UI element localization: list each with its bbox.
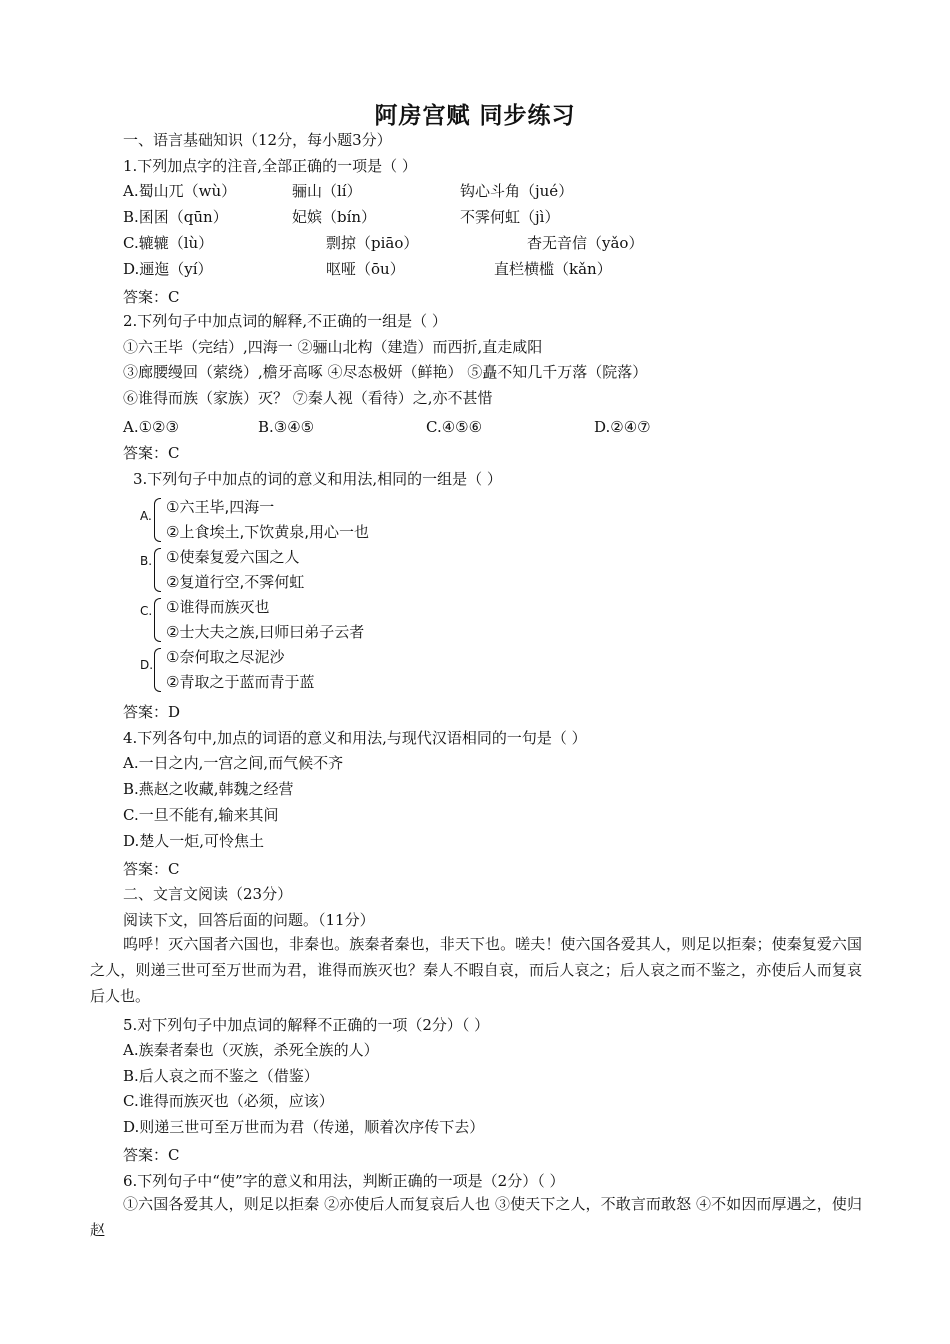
question-5-answer: 答案：C [123, 1146, 180, 1164]
q2-option-d: D.②④⑦ [594, 418, 651, 436]
question-1-stem: 1.下列加点字的注音,全部正确的一项是（ ） [123, 157, 417, 175]
section-heading-2: 二、文言文阅读（23分） [123, 885, 293, 903]
section-heading-1: 一、语言基础知识（12分，每小题3分） [123, 131, 392, 149]
q1-option-c-1: C.辘辘（lù） [123, 234, 214, 252]
q4-option-b: B.燕赵之收藏,韩魏之经营 [123, 780, 294, 798]
q3-option-b-sentence-1: ①使秦复爱六国之人 [166, 548, 300, 566]
q1-option-d-3: 直栏横槛（kǎn） [494, 260, 612, 278]
question-5-stem: 5.对下列句子中加点词的解释不正确的一项（2分）（ ） [123, 1016, 490, 1034]
q3-option-b-sentence-2: ②复道行空,不霁何虹 [166, 573, 305, 591]
q4-option-c: C.一旦不能有,输来其间 [123, 806, 279, 824]
q3-option-a-sentence-1: ①六王毕,四海一 [166, 498, 275, 516]
q3-option-d-sentence-1: ①奈何取之尽泥沙 [166, 648, 285, 666]
q5-option-a: A.族秦者秦也（灭族，杀死全族的人） [123, 1041, 379, 1059]
q1-option-b-2: 妃嫔（bín） [292, 208, 377, 226]
q2-line-2: ③廊腰缦回（萦绕）,檐牙高啄 ④尽态极妍（鲜艳） ⑤矗不知几千万落（院落） [123, 363, 648, 381]
q4-option-d: D.楚人一炬,可怜焦土 [123, 832, 265, 850]
q2-option-b: B.③④⑤ [258, 418, 315, 436]
q3-option-c-sentence-2: ②士大夫之族,曰师曰弟子云者 [166, 623, 365, 641]
q1-option-b-3: 不霁何虹（jì） [460, 208, 560, 226]
q3-option-d-letter: D. [140, 658, 154, 672]
reading-instruction: 阅读下文，回答后面的问题。（11分） [123, 911, 375, 929]
q3-option-d-sentence-2: ②青取之于蓝而青于蓝 [166, 673, 315, 691]
question-4-stem: 4.下列各句中,加点的词语的意义和用法,与现代汉语相同的一句是（ ） [123, 729, 587, 747]
q1-option-c-2: 剽掠（piāo） [326, 234, 419, 252]
q2-option-a: A.①②③ [123, 418, 179, 436]
document-title: 阿房宫赋 同步练习 [374, 102, 576, 129]
q3-option-a-letter: A. [140, 509, 152, 523]
question-2-stem: 2.下列句子中加点词的解释,不正确的一组是（ ） [123, 312, 447, 330]
q1-option-d-1: D.逦迤（yí） [123, 260, 213, 278]
q1-option-b-1: B.囷囷（qūn） [123, 208, 228, 226]
q1-option-a-1: A.蜀山兀（wù） [123, 182, 237, 200]
q3-option-a-sentence-2: ②上食埃土,下饮黄泉,用心一也 [166, 523, 369, 541]
q6-sentences: ①六国各爱其人，则足以拒秦 ②亦使后人而复哀后人也 ③使天下之人，不敢言而敢怒 ④不如因而厚遇之，使归赵 [90, 1195, 862, 1239]
brace-icon [154, 598, 161, 642]
brace-icon [154, 498, 161, 542]
q3-option-b-letter: B. [140, 554, 153, 568]
question-1-answer: 答案：C [123, 288, 180, 306]
question-3-stem: 3.下列句子中加点的词的意义和用法,相同的一组是（ ） [133, 470, 502, 488]
q5-option-d: D.则递三世可至万世而为君（传递，顺着次序传下去） [123, 1118, 485, 1136]
question-6-stem: 6.下列句子中“使”字的意义和用法，判断正确的一项是（2分）（ ） [123, 1172, 565, 1190]
q5-option-b: B.后人哀之而不鉴之（借鉴） [123, 1067, 319, 1085]
q1-option-c-3: 杳无音信（yǎo） [527, 234, 644, 252]
brace-icon [154, 648, 161, 692]
q5-option-c: C.谁得而族灭也（必须，应该） [123, 1092, 334, 1110]
brace-icon [154, 548, 161, 592]
q4-option-a: A.一日之内,一宫之间,而气候不齐 [123, 754, 344, 772]
q2-option-c: C.④⑤⑥ [426, 418, 483, 436]
q1-option-a-3: 钩心斗角（jué） [460, 182, 574, 200]
reading-passage: 呜呼！灭六国者六国也，非秦也。族秦者秦也，非天下也。嗟夫！使六国各爱其人，则足以拒秦；使秦复爱六国之人，则递三世可至万世而为君，谁得而族灭也？秦人不暇自哀，而后人哀之；后人哀之而不鉴之，亦使后人而复哀后人也。 [90, 935, 862, 1005]
q2-line-1: ①六王毕（完结）,四海一 ②骊山北构（建造）而西折,直走咸阳 [123, 338, 543, 356]
question-4-answer: 答案：C [123, 860, 180, 878]
question-2-answer: 答案：C [123, 444, 180, 462]
q1-option-d-2: 呕哑（ōu） [326, 260, 405, 278]
q3-option-c-letter: C. [140, 604, 153, 618]
q1-option-a-2: 骊山（lí） [292, 182, 362, 200]
q3-option-c-sentence-1: ①谁得而族灭也 [166, 598, 270, 616]
q2-line-3: ⑥谁得而族（家族）灭？ ⑦秦人视（看待）之,亦不甚惜 [123, 389, 493, 407]
question-3-answer: 答案：D [123, 703, 181, 721]
